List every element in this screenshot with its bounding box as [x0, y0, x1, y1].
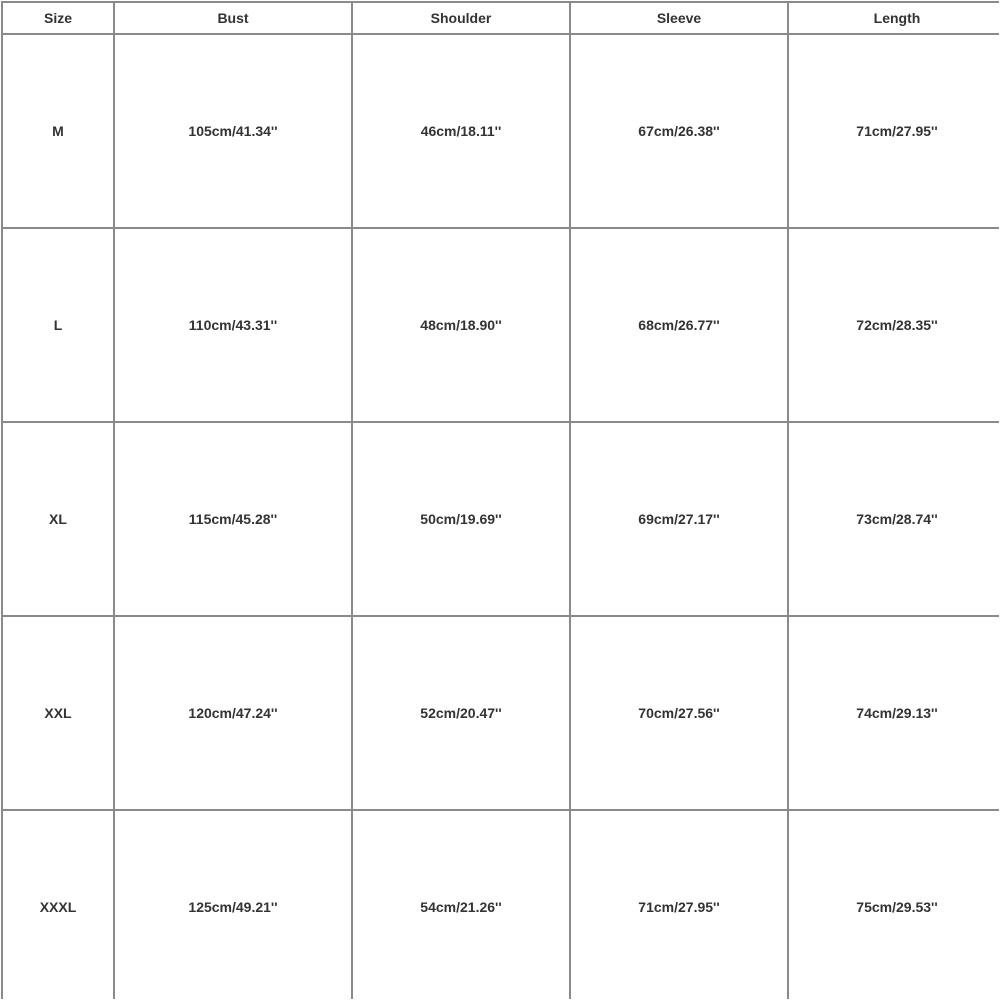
sleeve-cell: 69cm/27.17''	[571, 423, 787, 615]
length-cell: 73cm/28.74''	[789, 423, 1000, 615]
shoulder-cell: 52cm/20.47''	[353, 617, 569, 809]
sleeve-cell: 68cm/26.77''	[571, 229, 787, 421]
bust-cell: 105cm/41.34''	[115, 35, 351, 227]
shoulder-cell: 48cm/18.90''	[353, 229, 569, 421]
bust-cell: 115cm/45.28''	[115, 423, 351, 615]
sleeve-cell: 71cm/27.95''	[571, 811, 787, 1003]
column-header-size: Size	[3, 3, 113, 33]
shoulder-cell: 54cm/21.26''	[353, 811, 569, 1003]
length-cell: 71cm/27.95''	[789, 35, 1000, 227]
length-cell: 72cm/28.35''	[789, 229, 1000, 421]
length-cell: 74cm/29.13''	[789, 617, 1000, 809]
bust-cell: 120cm/47.24''	[115, 617, 351, 809]
shoulder-cell: 46cm/18.11''	[353, 35, 569, 227]
sleeve-cell: 70cm/27.56''	[571, 617, 787, 809]
size-cell: L	[3, 229, 113, 421]
size-cell: M	[3, 35, 113, 227]
length-cell: 75cm/29.53''	[789, 811, 1000, 1003]
shoulder-cell: 50cm/19.69''	[353, 423, 569, 615]
sleeve-cell: 67cm/26.38''	[571, 35, 787, 227]
size-cell: XXL	[3, 617, 113, 809]
size-cell: XL	[3, 423, 113, 615]
column-header-length: Length	[789, 3, 1000, 33]
bust-cell: 110cm/43.31''	[115, 229, 351, 421]
column-header-bust: Bust	[115, 3, 351, 33]
size-chart-table	[1, 1, 999, 999]
bust-cell: 125cm/49.21''	[115, 811, 351, 1003]
column-header-sleeve: Sleeve	[571, 3, 787, 33]
size-cell: XXXL	[3, 811, 113, 1003]
column-header-shoulder: Shoulder	[353, 3, 569, 33]
